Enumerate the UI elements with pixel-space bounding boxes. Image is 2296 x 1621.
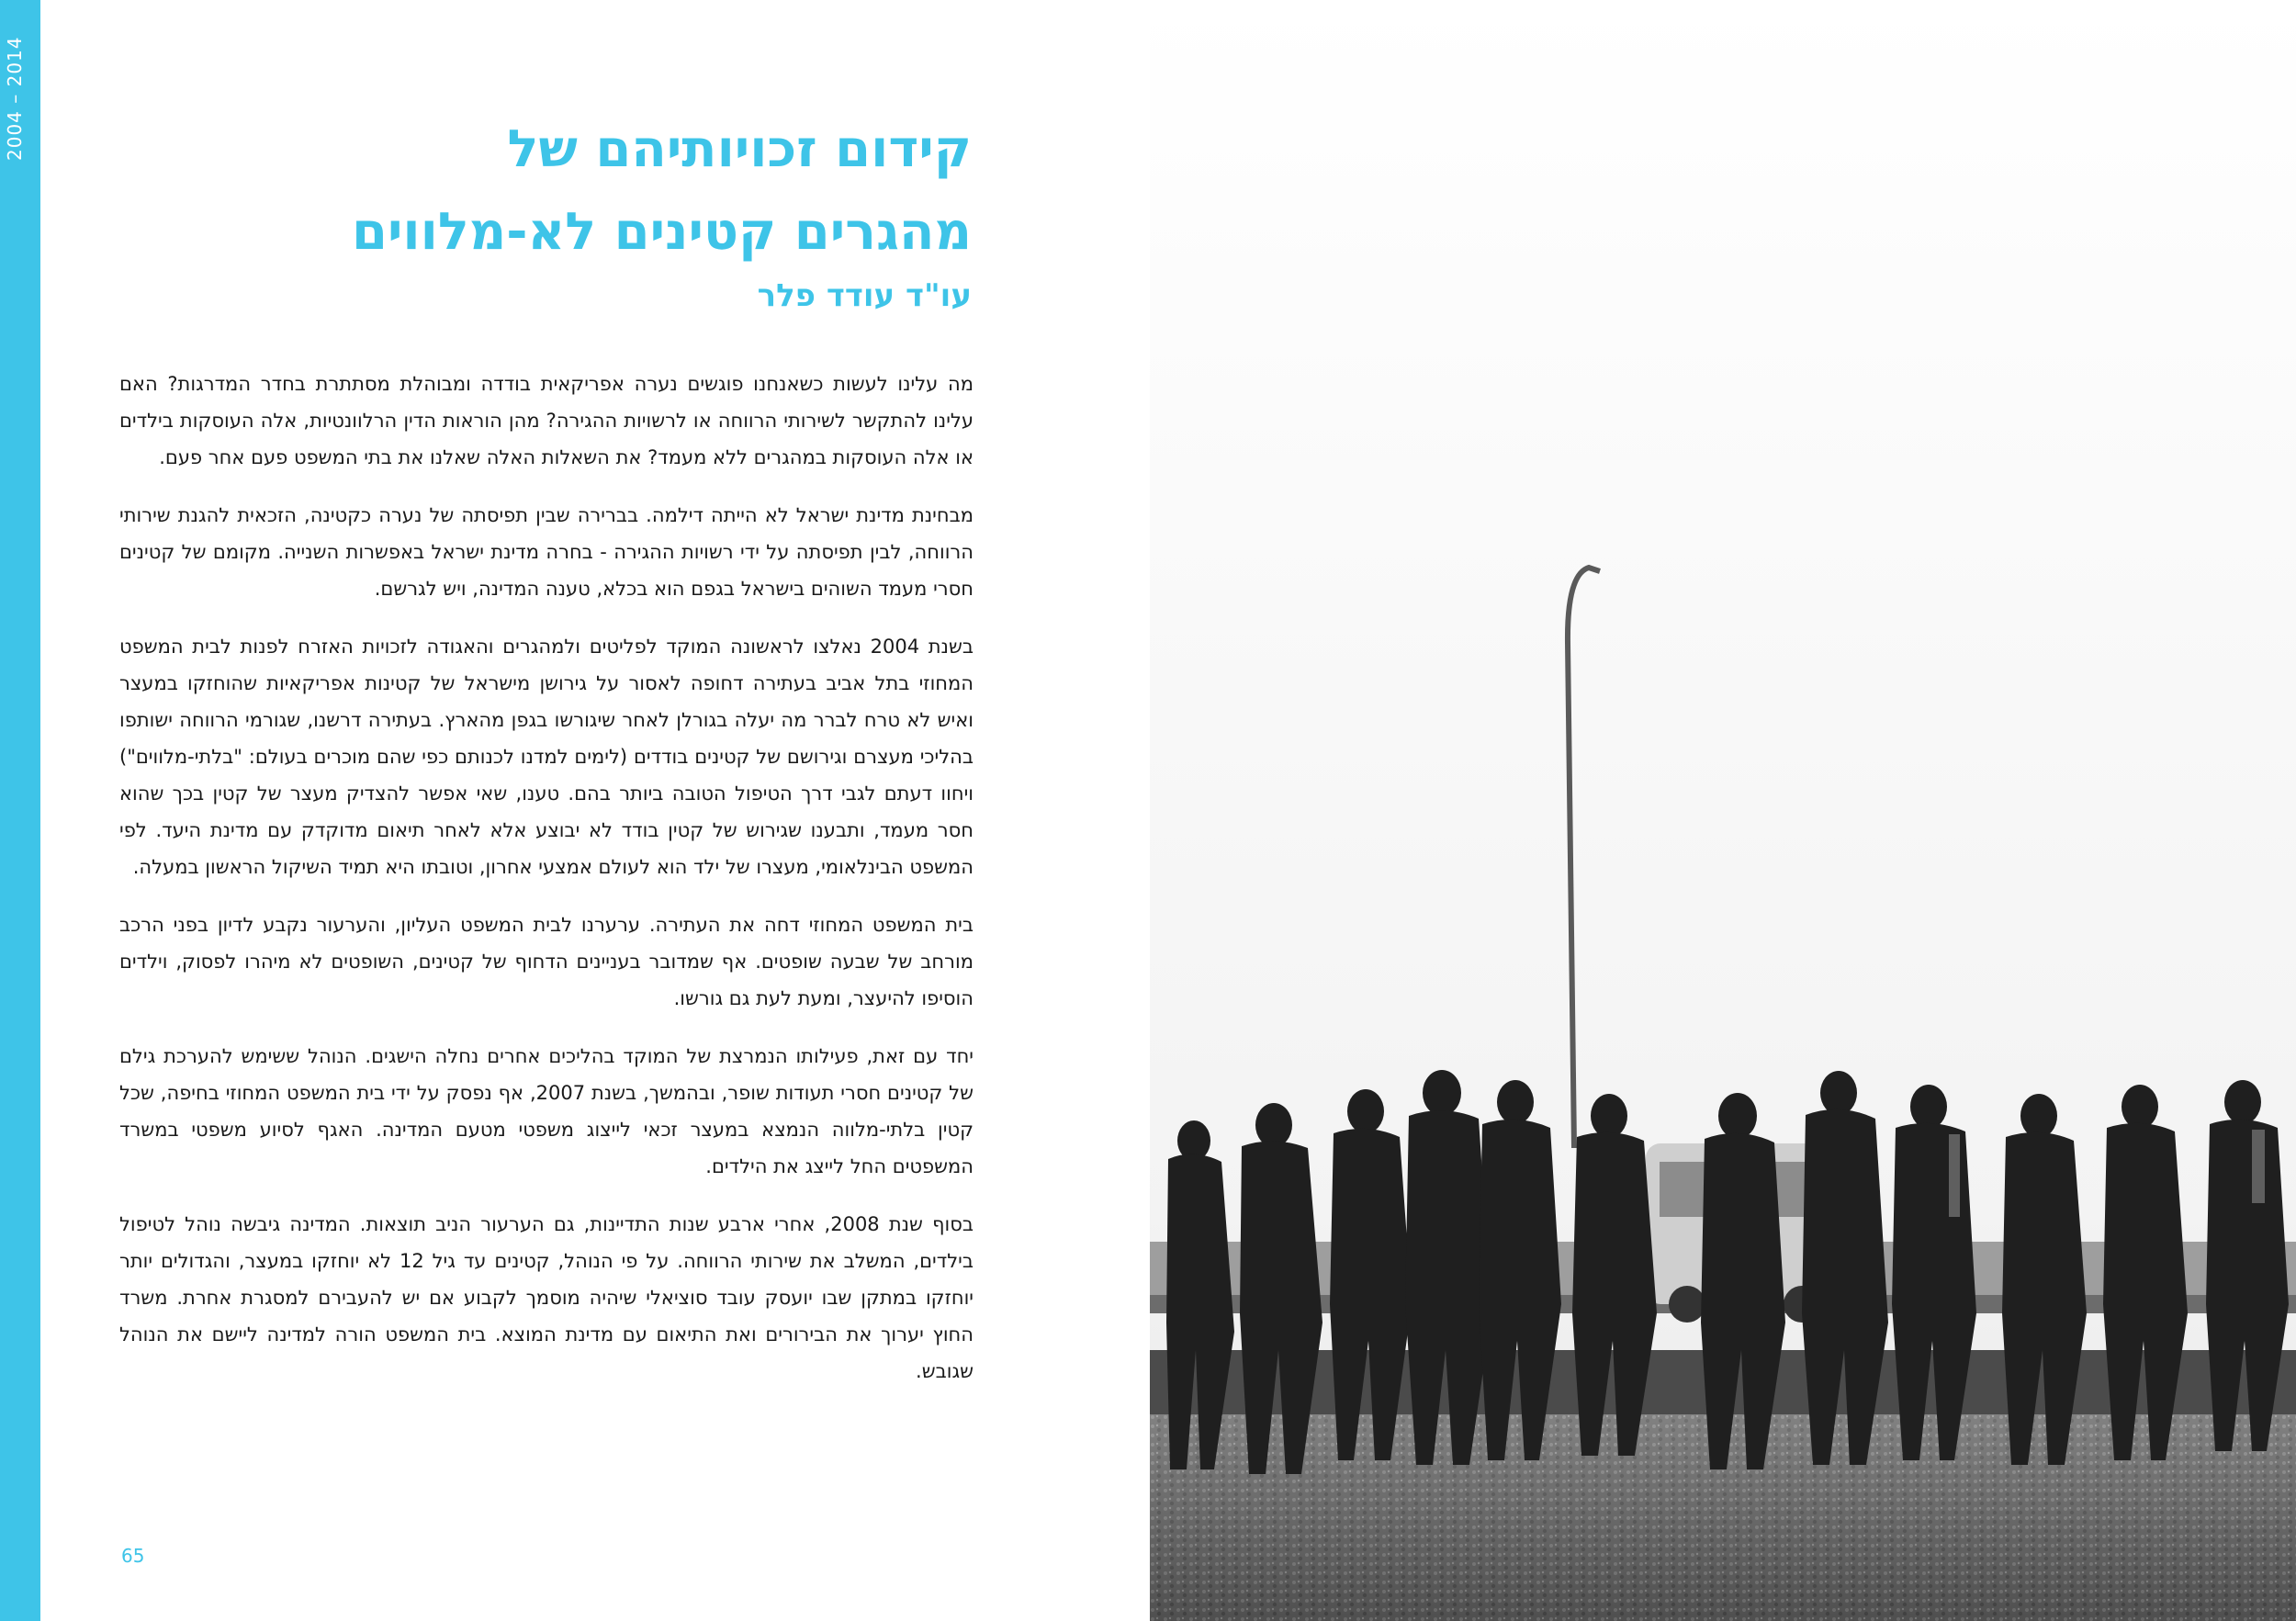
walking-people-photo (1150, 0, 2296, 1621)
paragraph: בשנת 2004 נאלצו לראשונה המוקד לפליטים ולמהגרים והאגודה לזכויות האזרח לפנות לבית המשפט המחוזי בתל אביב בעתירה דחופה לאסור על גירושן מישראל של קטינות אפריקאיות שהוחזקו במעצר ואיש לא טרח לברר מה יעלה בגורלן לאחר שיגורשו בגפן מהארץ. בעתירה דרשנו, שגורמי הרווחה ישותפו בהליכי מעצרם וגירושם של קטינים בודדים (לימים למדנו לכנותם כפי שהם מוכרים בעולם: "בלתי-מלווים") ויחוו דעתם לגבי דרך הטיפול הטובה ביותר בהם. טענו, שאי אפשר להצדיק מעצר של קטין בכך שהוא חסר מעמד, ותבענו שגירוש של קטין בודד לא יבוצע אלא לאחר תיאום מדוקדק עם מדינת היעד. לפי המשפט הבינלאומי, מעצרו של ילד הוא לעולם אמצעי אחרון, וטובתו היא תמיד השיקול הראשון במעלה. (119, 636, 974, 878)
paragraph: בית המשפט המחוזי דחה את העתירה. ערערנו לבית המשפט העליון, והערעור נקבע לדיון בפני הרכב מורחב של שבעה שופטים. אף שמדובר בעניינים הדחוף של קטינים, השופטים לא מיהרו לפסוק, וילדים הוסיפו להיעצר, ומעת לעת גם גורשו. (119, 914, 974, 1009)
paragraph: בסוף שנת 2008, אחרי ארבע שנות התדיינות, גם הערעור הניב תוצאות. המדינה גיבשה נוהל לטיפול בילדים, המשלב את שירותי הרווחה. על פי הנוהל, קטינים עד גיל 12 לא יוחזקו במעצר, והגדולים יותר יוחזקו במתקן שבו יועסק עובד סוציאלי שיהיה מוסמך לקבוע אם יש להעבירם למסגרת אחרת. משרד החוץ יערוך את הבירורים ואת התיאום עם מדינת המוצא. בית המשפט הורה למדינה ליישם את הנוהל שגובש. (119, 1213, 974, 1382)
paragraph: יחד עם זאת, פעילותו הנמרצת של המוקד בהליכים אחרים נחלה הישגים. הנוהל ששימש להערכת גילם של קטינים חסרי תעודות שופר, ובהמשך, בשנת 2007, אף נפסק על ידי בית המשפט המחוזי בחיפה, שכל קטין בלתי-מלווה הנמצא במעצר זכאי לייצוג משפטי מטעם המדינה. האגף לסיוע משפטי במשרד המשפטים החל לייצג את הילדים. (119, 1045, 974, 1177)
page-number: 65 (121, 1545, 145, 1567)
article-title (53, 108, 972, 274)
title-line-2: מהגרים קטינים לא-מלווים (351, 202, 972, 262)
article-author: עו"ד עודד פלר (757, 277, 972, 314)
article-body (119, 366, 974, 1411)
side-year-range: 2004 – 2014 (4, 36, 26, 161)
side-accent-bar (0, 0, 40, 1621)
title-line-1: קידום זכויותיהם של (507, 119, 972, 179)
paragraph: מבחינת מדינת ישראל לא הייתה דילמה. בברירה שבין תפיסתה של נערה כקטינה, הזכאית להגנת שירותי הרווחה, לבין תפיסתה על ידי רשויות ההגירה - בחרה מדינת ישראל באפשרות השנייה. מקומם של קטינים חסרי מעמד השוהים בישראל בגפם הוא בכלא, טענה המדינה, ויש לגרשם. (119, 504, 974, 600)
paragraph: מה עלינו לעשות כשאנחנו פוגשים נערה אפריקאית בודדה ומבוהלת מסתתרת בחדר המדרגות? האם עלינו להתקשר לשירותי הרווחה או לרשויות ההגירה? מהן הוראות הדין הרלוונטיות, אלה העוסקות בילדים או אלה העוסקות במהגרים ללא מעמד? את השאלות האלה שאלנו את בתי המשפט פעם אחר פעם. (119, 373, 974, 468)
